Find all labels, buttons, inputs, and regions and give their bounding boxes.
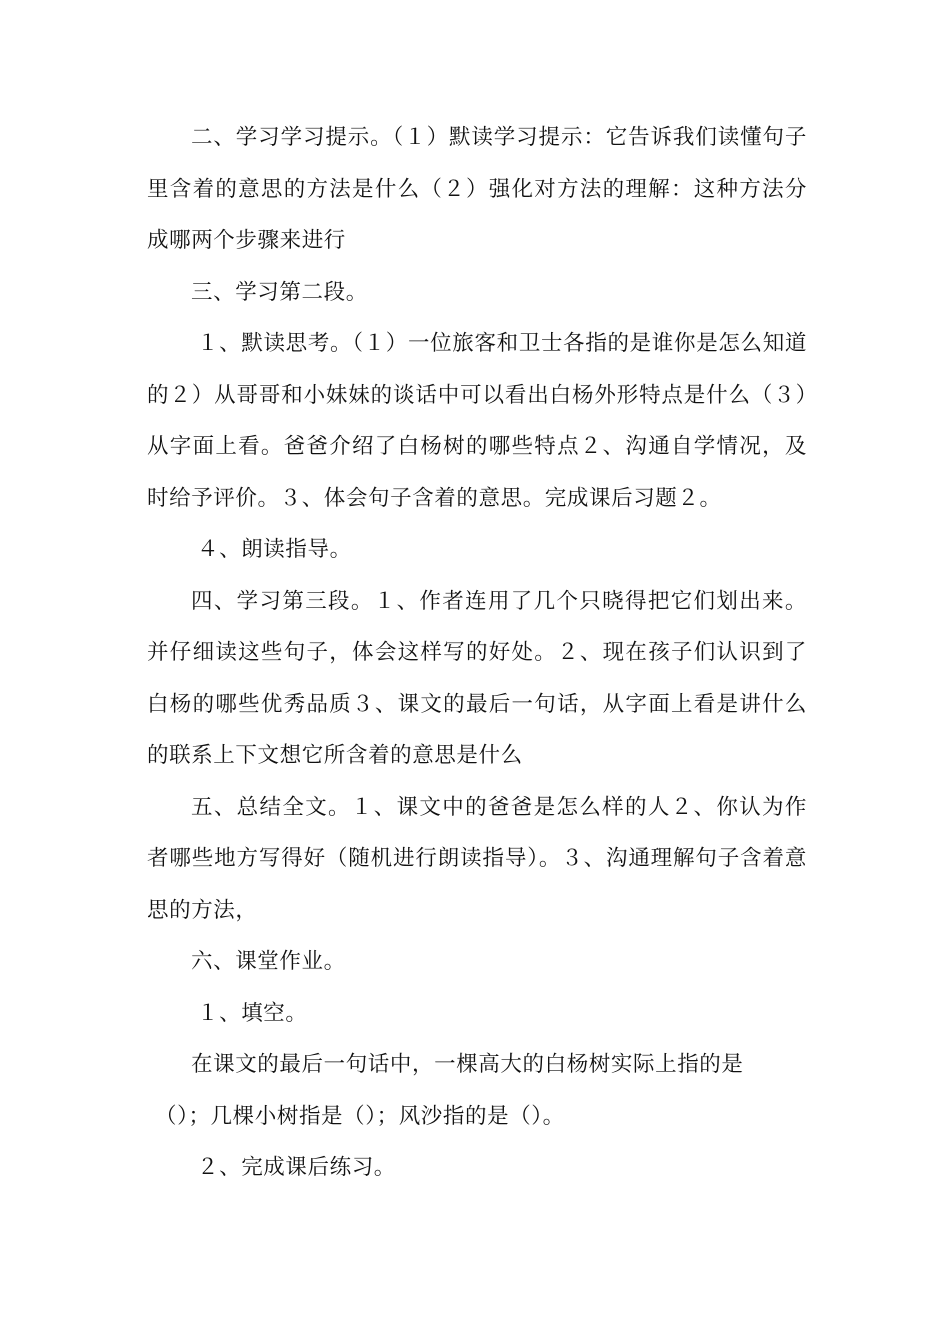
- paragraph-fill-in-heading: １、填空。: [197, 1000, 308, 1026]
- paragraph-section-five: 五、总结全文。１、课文中的爸爸是怎么样的人２、你认为作者哪些地方写得好（随机进行朗读指导）。３、沟通理解句子含着意思的方法，: [147, 794, 807, 923]
- paragraph-exercise: ２、完成课后练习。: [197, 1155, 396, 1180]
- paragraph-section-four: 四、学习第三段。１、作者连用了几个只晓得把它们划出来。并仔细读这些句子，体会这样写的好处。２、现在孩子们认识到了白杨的哪些优秀品质３、课文的最后一句话，从字面上看是讲什么的联系上下文想它所含着的意思是什么: [147, 588, 807, 768]
- document-body: [147, 112, 807, 1194]
- paragraph-section-three-item-1: １、默读思考。（１）一位旅客和卫士各指的是谁你是怎么知道的２）从哥哥和小妹妹的谈话中可以看出白杨外形特点是什么（３）从字面上看。爸爸介绍了白杨树的哪些特点２、沟通自学情况，及时给予评价。３、体会句子含着的意思。完成课后习题２。: [147, 331, 807, 511]
- paragraph-section-three-heading: 三、学习第二段。: [191, 279, 368, 305]
- paragraph-section-three-item-4: ４、朗读指导。: [197, 537, 352, 562]
- paragraph-section-six-heading: 六、课堂作业。: [191, 949, 346, 974]
- paragraph-fill-in-blanks: （）；几棵小树指是（）；风沙指的是（）。: [155, 1103, 565, 1129]
- paragraph-section-two: 二、学习学习提示。（１）默读学习提示：它告诉我们读懂句子里含着的意思的方法是什么（２）强化对方法的理解：这种方法分成哪两个步骤来进行: [147, 125, 807, 253]
- paragraph-fill-in-question: 在课文的最后一句话中，一棵高大的白杨树实际上指的是: [191, 1052, 744, 1077]
